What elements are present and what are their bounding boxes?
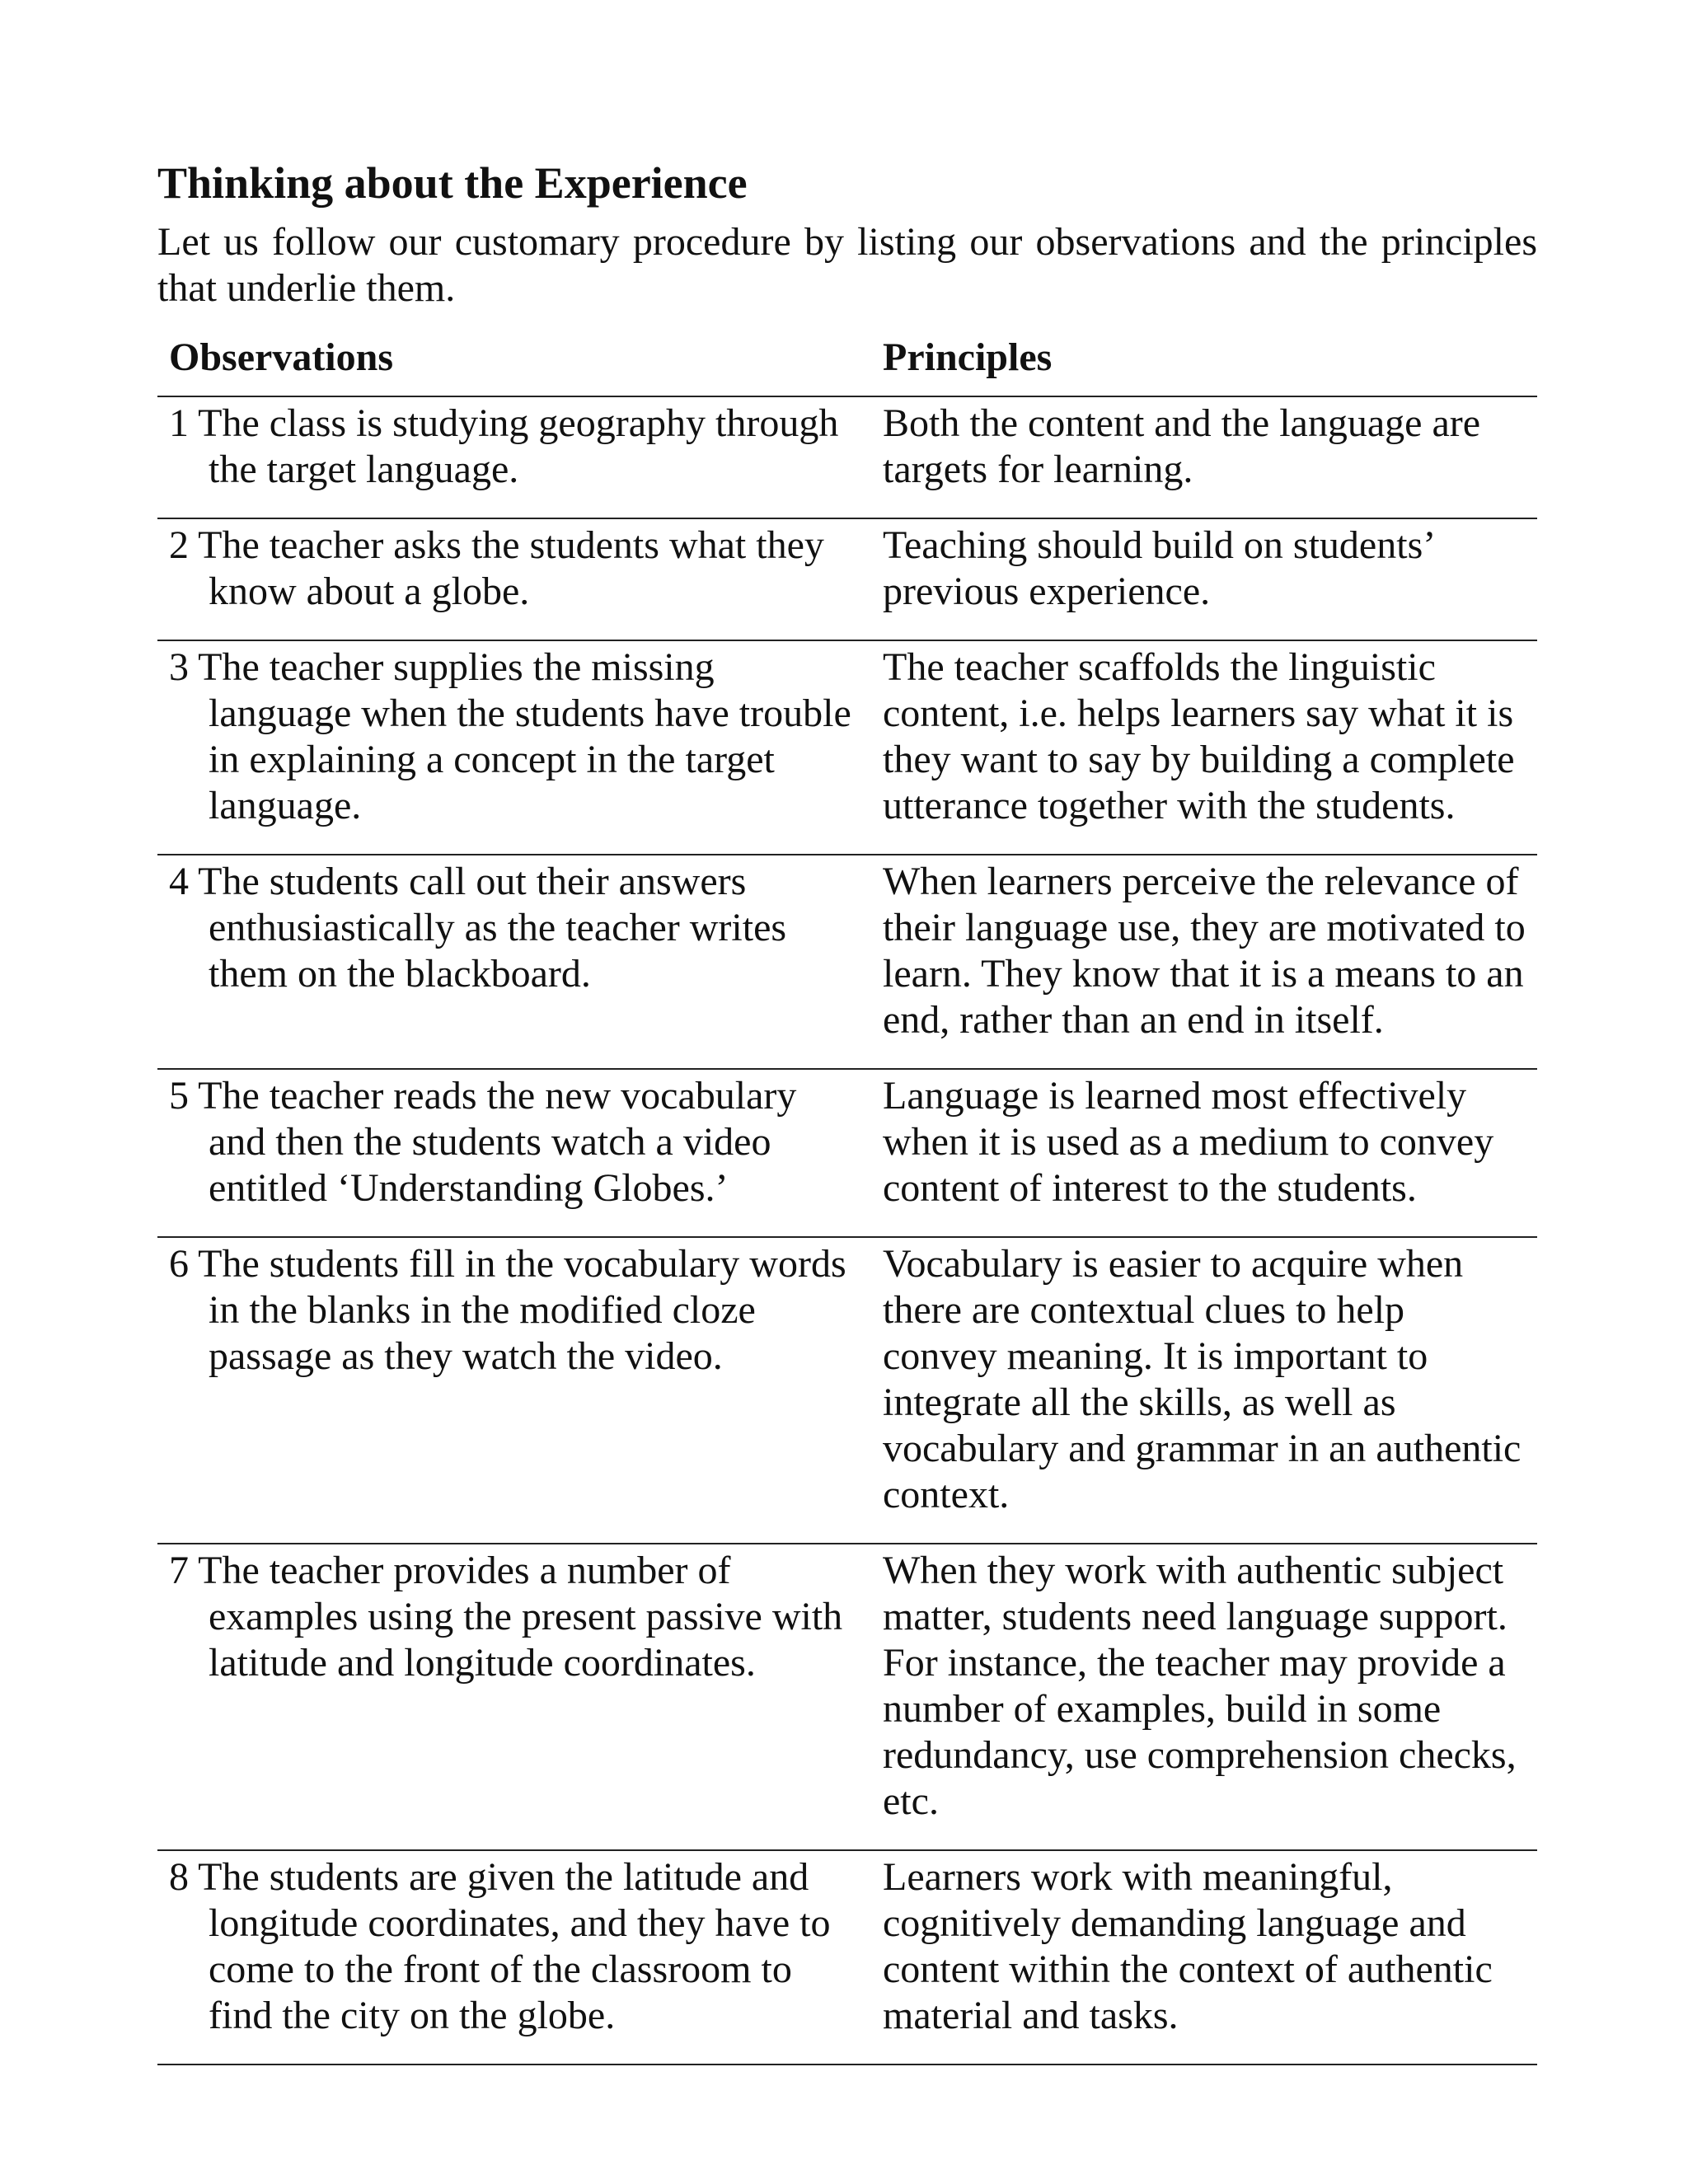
observations-header: Observations: [157, 331, 871, 396]
table-row: [157, 1850, 1537, 2064]
table-row: [157, 1237, 1537, 1544]
observation-text: 7 The teacher provides a number of examples using the present passive with latitude and longitude coordinates.: [169, 1549, 843, 1685]
observation-cell: [157, 640, 871, 855]
intro-paragraph: Let us follow our customary procedure by listing our observations and the principles that underlie them.: [157, 220, 1537, 310]
table-row: [157, 640, 1537, 855]
observation-cell: [157, 1237, 871, 1544]
principle-cell: Vocabulary is easier to acquire when there are contextual clues to help convey meaning. It is important to integrate all the skills, as well as vocabulary and grammar in an authentic context.: [871, 1237, 1537, 1544]
observation-cell: [157, 396, 871, 518]
section-heading: Thinking about the Experience: [157, 158, 748, 208]
observations-principles-table: [157, 331, 1537, 2065]
principle-cell: When learners perceive the relevance of their language use, they are motivated to learn. They know that it is a means to an end, rather than an end in itself.: [871, 855, 1537, 1069]
principle-cell: Both the content and the language are targets for learning.: [871, 396, 1537, 518]
observation-cell: [157, 1069, 871, 1237]
observation-text: 8 The students are given the latitude and longitude coordinates, and they have to come to the front of the classroom to find the city on the globe.: [169, 1855, 831, 2037]
table-row: [157, 396, 1537, 518]
observation-text: 2 The teacher asks the students what they know about a globe.: [169, 523, 824, 613]
table-row: [157, 855, 1537, 1069]
observation-text: 5 The teacher reads the new vocabulary and then the students watch a video entitled ‘Understanding Globes.’: [169, 1074, 797, 1210]
observation-cell: [157, 1544, 871, 1850]
observation-text: 1 The class is studying geography through the target language.: [169, 401, 839, 491]
observation-text: 3 The teacher supplies the missing language when the students have trouble in explaining a concept in the target language.: [169, 645, 851, 827]
principle-cell: Learners work with meaningful, cognitively demanding language and content within the context of authentic material and tasks.: [871, 1850, 1537, 2064]
document-page: [157, 157, 1537, 2065]
table-header-row: [157, 331, 1537, 396]
principle-cell: Language is learned most effectively when it is used as a medium to convey content of interest to the students.: [871, 1069, 1537, 1237]
observation-text: 4 The students call out their answers enthusiastically as the teacher writes them on the blackboard.: [169, 860, 787, 996]
observation-cell: [157, 855, 871, 1069]
table-row: [157, 1069, 1537, 1237]
observation-cell: [157, 518, 871, 640]
observation-text: 6 The students fill in the vocabulary words in the blanks in the modified cloze passage as they watch the video.: [169, 1242, 846, 1378]
principle-cell: The teacher scaffolds the linguistic content, i.e. helps learners say what it is they want to say by building a complete utterance together with the students.: [871, 640, 1537, 855]
table-row: [157, 518, 1537, 640]
observation-cell: [157, 1850, 871, 2064]
principle-cell: When they work with authentic subject matter, students need language support. For instance, the teacher may provide a number of examples, build in some redundancy, use comprehension checks, etc.: [871, 1544, 1537, 1850]
principle-cell: Teaching should build on students’ previous experience.: [871, 518, 1537, 640]
principles-header: Principles: [871, 331, 1537, 396]
table-row: [157, 1544, 1537, 1850]
